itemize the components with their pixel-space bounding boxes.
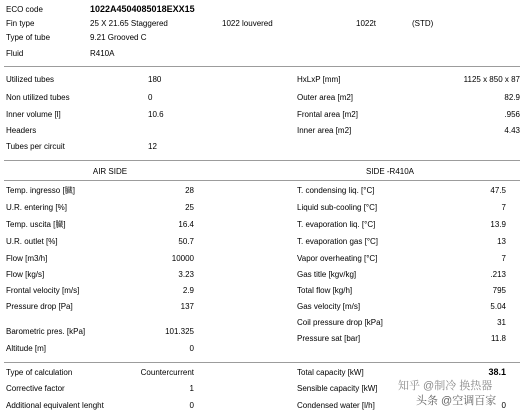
watermark-toutiao: 头条 @空调百家	[416, 395, 497, 407]
utilized-tubes-value: 180	[148, 75, 162, 84]
fluid-label: Fluid	[6, 49, 24, 58]
ref-row-value: 31	[497, 318, 506, 327]
ref-row-value: .213	[490, 270, 506, 279]
divider-bottom	[4, 362, 520, 363]
ref-row-value: 13.9	[490, 220, 506, 229]
frontal-area-value: .956	[504, 110, 520, 119]
tubes-per-circuit-value: 12	[148, 142, 157, 151]
inner-volume-label: Inner volume [l]	[6, 110, 61, 119]
air-row-value: 50.7	[178, 237, 194, 246]
fin-type-value: 25 X 21.65 Staggered	[90, 19, 168, 28]
ref-row-label: T. evaporation liq. [°C]	[297, 220, 376, 229]
inner-area-value: 4.43	[504, 126, 520, 135]
ref-row-value: 47.5	[490, 186, 506, 195]
air-row-value: 10000	[171, 254, 194, 263]
total-capacity-value: 38.1	[488, 367, 506, 377]
ref-row-label: Gas velocity [m/s]	[297, 302, 361, 311]
additional-length-label: Additional equivalent lenght	[6, 401, 104, 410]
sensible-capacity-label: Sensible capacity [kW]	[297, 384, 378, 393]
fin-std-value: (STD)	[412, 19, 434, 28]
total-capacity-label: Total capacity [kW]	[297, 368, 364, 377]
ref-row-value: 13	[497, 237, 506, 246]
altitude-label: Altitude [m]	[6, 344, 47, 353]
corrective-factor-value: 1	[189, 384, 194, 393]
ref-row-value: 795	[492, 286, 506, 295]
air-row-label: Flow [m3/h]	[6, 254, 48, 263]
ref-row-label: Total flow [kg/h]	[297, 286, 353, 295]
barometric-pressure-label: Barometric pres. [kPa]	[6, 327, 86, 336]
air-row-label: Flow [kg/s]	[6, 270, 45, 279]
ref-row-label: Vapor overheating [°C]	[297, 254, 378, 263]
eco-code-label: ECO code	[6, 5, 43, 14]
air-row-label: Frontal velocity [m/s]	[6, 286, 80, 295]
air-row-label: U.R. entering [%]	[6, 203, 67, 212]
divider-sections	[4, 160, 520, 161]
dimensions-label: HxLxP [mm]	[297, 75, 341, 84]
air-row-label: Pressure drop [Pa]	[6, 302, 73, 311]
ref-row-value: 5.04	[490, 302, 506, 311]
eco-code-value: 1022A4504085018EXX15	[90, 4, 195, 14]
headers-label: Headers	[6, 126, 37, 135]
ref-row-value: 7	[501, 254, 506, 263]
fin-louver-value: 1022 louvered	[222, 19, 273, 28]
watermark-zhihu: 知乎 @制冷 换热器	[398, 380, 493, 392]
air-row-value: 28	[185, 186, 194, 195]
outer-area-label: Outer area [m2]	[297, 93, 354, 102]
corrective-factor-label: Corrective factor	[6, 384, 65, 393]
tubes-per-circuit-label: Tubes per circuit	[6, 142, 65, 151]
outer-area-value: 82.9	[504, 93, 520, 102]
barometric-pressure-value: 101.325	[165, 327, 194, 336]
ref-row-label: T. evaporation gas [°C]	[297, 237, 379, 246]
ref-row-label: T. condensing liq. [°C]	[297, 186, 375, 195]
air-row-value: 16.4	[178, 220, 194, 229]
fin-code-value: 1022t	[356, 19, 377, 28]
non-utilized-tubes-label: Non utilized tubes	[6, 93, 70, 102]
ref-row-label: Pressure sat [bar]	[297, 334, 361, 343]
tube-type-value: 9.21 Grooved C	[90, 33, 147, 42]
ref-row-label: Coil pressure drop [kPa]	[297, 318, 383, 327]
fluid-value: R410A	[90, 49, 115, 58]
divider-top	[4, 66, 520, 67]
altitude-value: 0	[189, 344, 194, 353]
inner-area-label: Inner area [m2]	[297, 126, 352, 135]
ref-row-value: 7	[501, 203, 506, 212]
tube-type-label: Type of tube	[6, 33, 51, 42]
air-side-title: AIR SIDE	[92, 167, 128, 176]
fin-type-label: Fin type	[6, 19, 35, 28]
air-row-label: Temp. ingresso [臓]	[6, 186, 75, 195]
non-utilized-tubes-value: 0	[148, 93, 153, 102]
air-row-value: 3.23	[178, 270, 194, 279]
condensed-water-label: Condensed water [l/h]	[297, 401, 375, 410]
air-row-label: U.R. outlet [%]	[6, 237, 58, 246]
calculation-type-label: Type of calculation	[6, 368, 73, 377]
frontal-area-label: Frontal area [m2]	[297, 110, 358, 119]
ref-row-value: 11.8	[491, 334, 506, 343]
dimensions-value: 1125 x 850 x 87	[463, 75, 520, 84]
refrigerant-side-title: SIDE -R410A	[365, 167, 415, 176]
air-row-value: 137	[180, 302, 194, 311]
additional-length-value: 0	[189, 401, 194, 410]
air-row-value: 2.9	[182, 286, 194, 295]
air-row-value: 25	[185, 203, 194, 212]
inner-volume-value: 10.6	[148, 110, 164, 119]
air-row-label: Temp. uscita [臓]	[6, 220, 66, 229]
ref-row-label: Gas title [kgv/kg]	[297, 270, 357, 279]
utilized-tubes-label: Utilized tubes	[6, 75, 55, 84]
condensed-water-value: 0	[501, 401, 506, 410]
ref-row-label: Liquid sub-cooling [°C]	[297, 203, 378, 212]
calculation-type-value: Countercurrent	[140, 368, 194, 377]
divider-section-titles	[4, 180, 520, 181]
